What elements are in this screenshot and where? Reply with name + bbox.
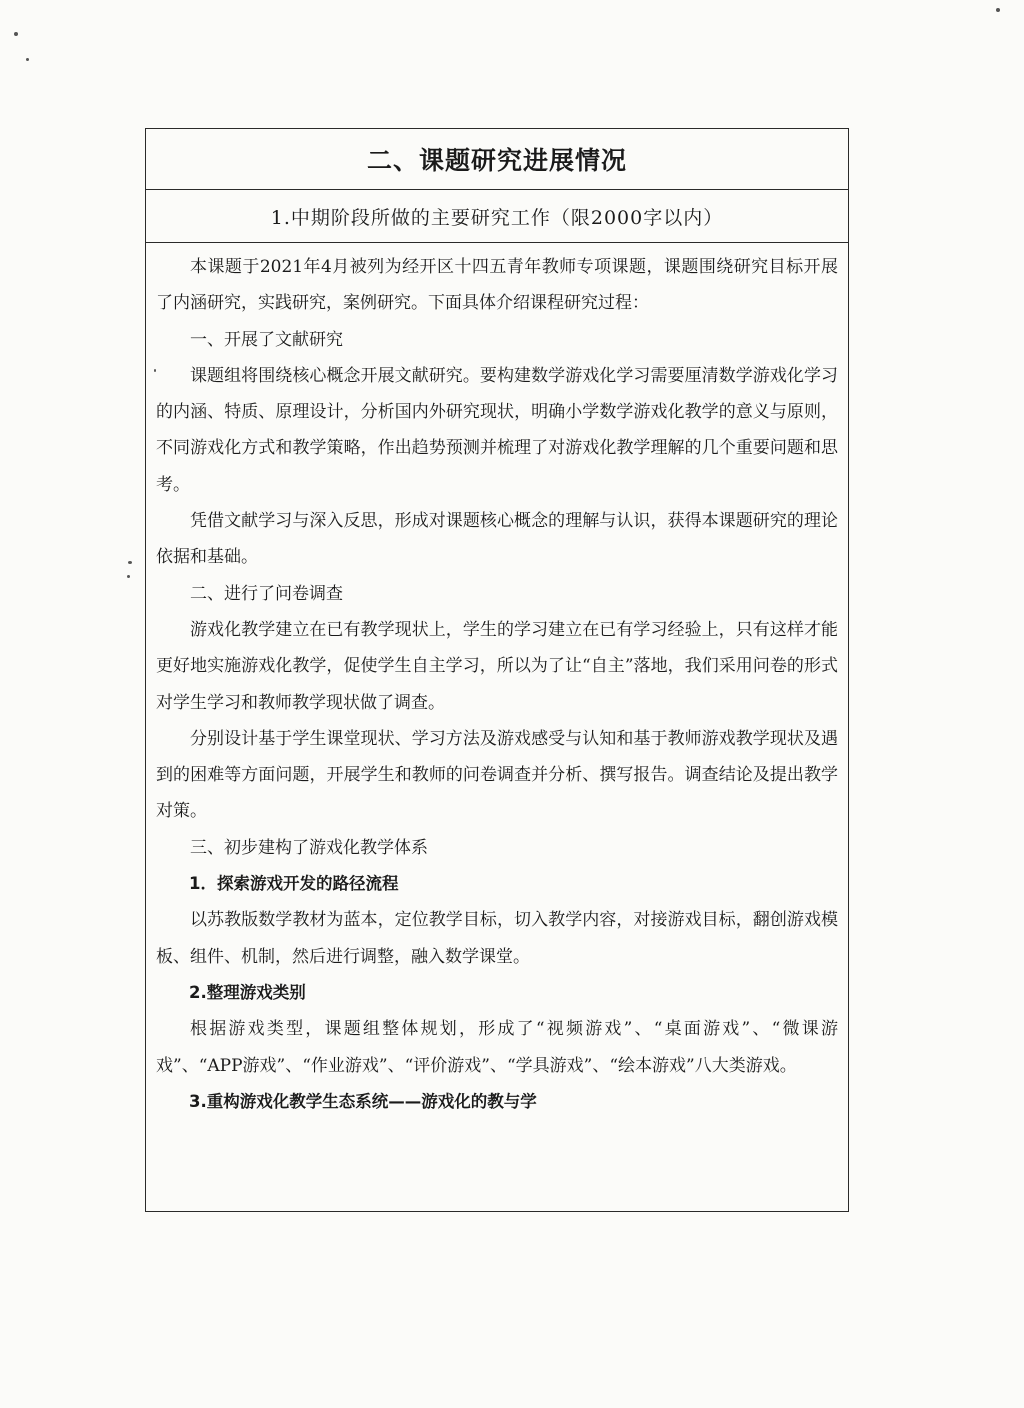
section-title: 二、课题研究进展情况 [146, 129, 848, 190]
paragraph: 游戏化教学建立在已有教学现状上，学生的学习建立在已有学习经验上，只有这样才能更好地实施游戏化教学，促使学生自主学习，所以为了让“自主”落地，我们采用问卷的形式对学生学习和教师教学现状做了调查。 [156, 619, 838, 713]
paragraph: 课题组将围绕核心概念开展文献研究。要构建数学游戏化学习需要厘清数学游戏化学习的内涵、特质、原理设计，分析国内外研究现状，明确小学数学游戏化教学的意义与原则，不同游戏化方式和教学策略，作出趋势预测并梳理了对游戏化教学理解的几个重要问题和思考。 [156, 365, 838, 495]
subsection-title: 1.中期阶段所做的主要研究工作（限2000字以内） [146, 190, 848, 243]
section-heading: 二、进行了问卷调查 [190, 583, 343, 604]
paragraph: 以苏教版数学教材为蓝本，定位教学目标，切入教学内容，对接游戏目标，翻创游戏模板、组件、机制，然后进行调整，融入数学课堂。 [156, 910, 838, 967]
sub-heading: 1．探索游戏开发的路径流程 [189, 874, 399, 894]
sub-heading: 3.重构游戏化教学生态系统——游戏化的教与学 [189, 1091, 537, 1111]
scan-speck [26, 58, 29, 61]
paragraph: 凭借文献学习与深入反思，形成对课题核心概念的理解与认识，获得本课题研究的理论依据和基础。 [156, 511, 838, 568]
paragraph: 分别设计基于学生课堂现状、学习方法及游戏感受与认知和基于教师游戏教学现状及遇到的困难等方面问题，开展学生和教师的问卷调查并分析、撰写报告。调查结论及提出教学对策。 [156, 728, 838, 822]
paragraph: 本课题于2021年4月被列为经开区十四五青年教师专项课题，课题围绕研究目标开展了内涵研究，实践研究，案例研究。下面具体介绍课程研究过程： [156, 257, 838, 314]
report-table [145, 128, 849, 1212]
scan-speck [127, 575, 130, 578]
paragraph: 根据游戏类型，课题组整体规划，形成了“视频游戏”、“桌面游戏”、“微课游戏”、“APP游戏”、“作业游戏”、“评价游戏”、“学具游戏”、“绘本游戏”八大类游戏。 [156, 1019, 838, 1076]
scan-speck [14, 32, 18, 36]
body-text [146, 243, 848, 1120]
scan-speck [996, 8, 1000, 12]
section-heading: 一、开展了文献研究 [190, 329, 343, 350]
section-heading: 三、初步建构了游戏化教学体系 [190, 837, 428, 858]
sub-heading: 2.整理游戏类别 [189, 982, 306, 1002]
scan-speck [128, 561, 132, 564]
